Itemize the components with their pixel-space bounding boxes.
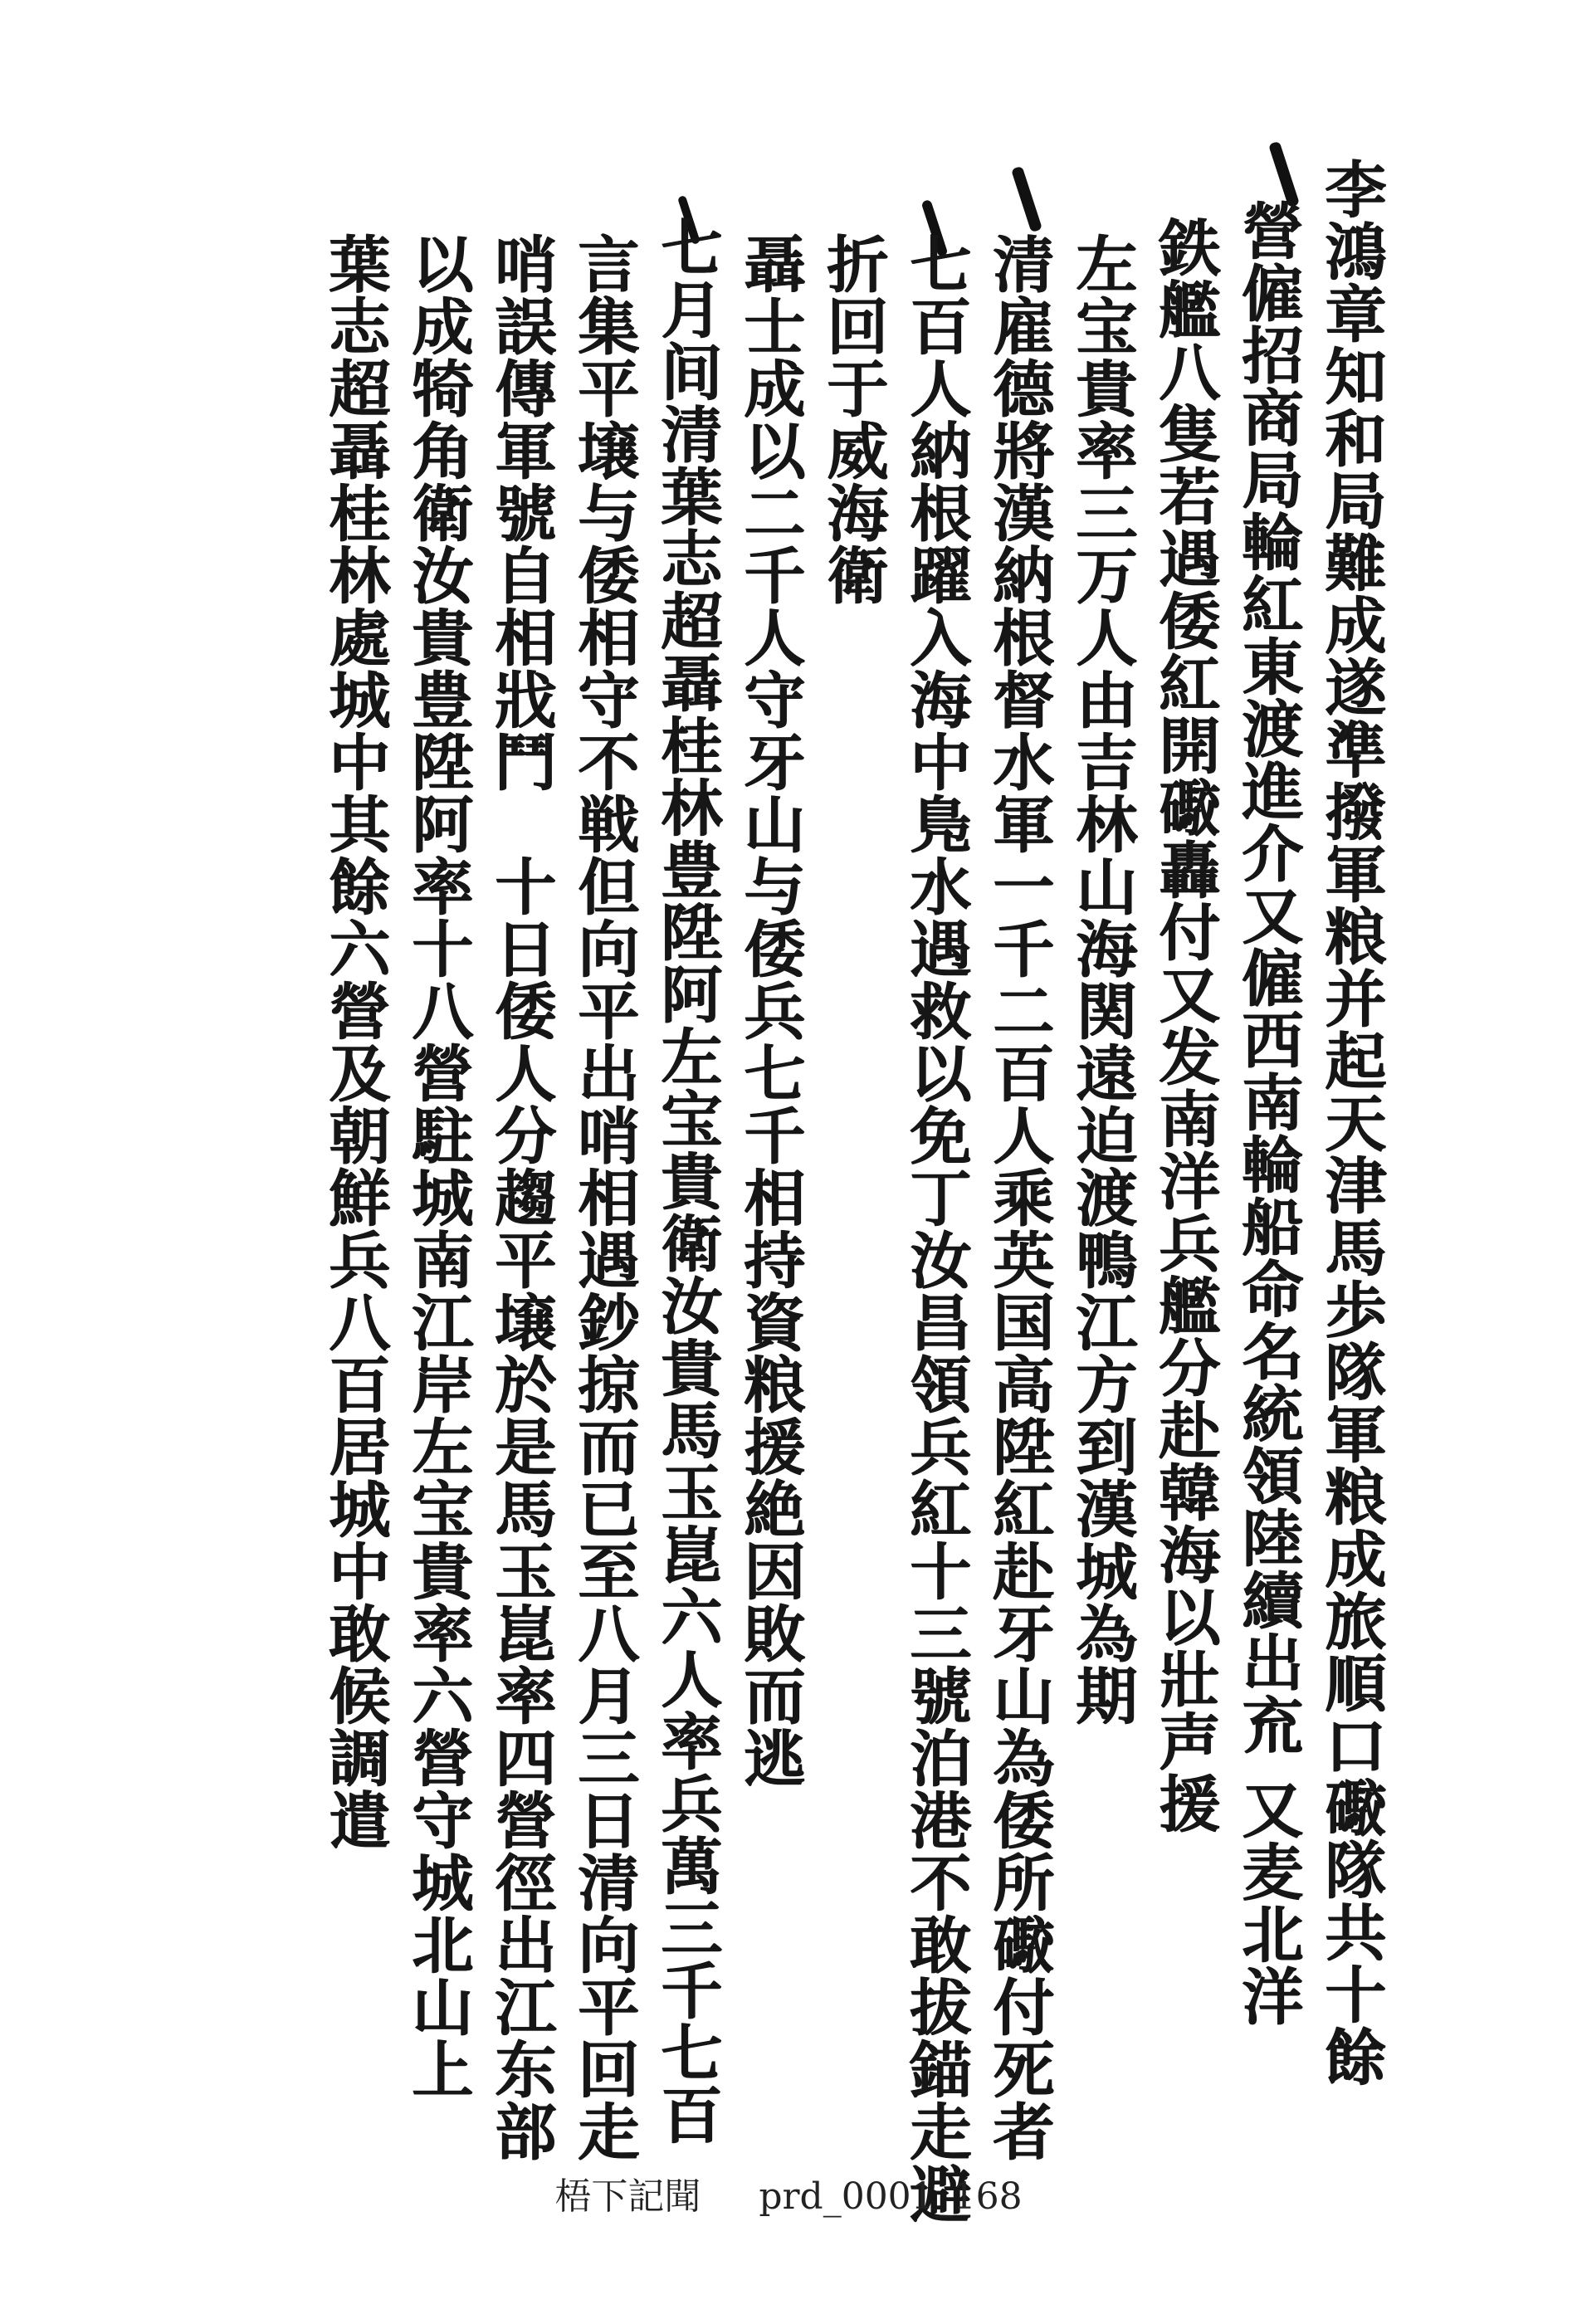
text-column: 李鴻章知和局難成遂準撥軍粮并起天津馬歩隊軍粮成旅順口礮隊共十餘 [1315, 158, 1386, 2087]
text-column: 言集平壌与倭相守不戦但向平出哨相遇鈔掠而已至八月三日清向平回走 [568, 232, 639, 2162]
text-column: 折回于威海衛 [817, 232, 888, 606]
text-column: 七百人納根躍入海中鳬水遇救以免丁汝昌領兵紅十三號泊港不敢拔錨走避 [900, 232, 971, 2224]
page-caption [0, 2166, 1577, 2219]
text-column: 左宝貴率三万人由吉林山海関遠迫渡鴨江方到漢城為期 [1066, 232, 1137, 1726]
text-column: 清雇德將漢納根督水軍一千二百人乘英国高陞紅赴牙山為倭所礮付死者 [983, 232, 1054, 2162]
text-column: 七月间清葉志超聶桂林豊陞阿左宝貴衛汝貴馬玉崑六人率兵萬三千七百 [651, 216, 722, 2146]
text-column: 以成犄角衛汝貴豊陞阿率十八營駐城南江岸左宝貴率六營守城北山上 [402, 232, 473, 2100]
book-title: 梧下記聞 [554, 2175, 701, 2218]
text-column: 營僱招商局輪紅東渡進介又僱西南輪船命名統領陸續出㐬 又麦北洋 [1232, 199, 1303, 2027]
text-column: 鉄艦八隻若遇倭紅開礮轟付又发南洋兵艦分赴韓海以壯声援 [1149, 216, 1220, 1834]
page-id: prd_0001_168 [759, 2175, 1023, 2218]
text-column: 哨誤傳軍號自相戕鬥 十日倭人分趨平壌於是馬玉崑率四營徑出江东部 [485, 232, 556, 2162]
text-column: 葉志超聶桂林處城中其餘六營及朝鮮兵八百居城中敢候調遣 [319, 232, 390, 1851]
text-column: 聶士成以二千人守牙山与倭兵七千相持資粮援絶因敗而逃 [734, 232, 805, 1789]
